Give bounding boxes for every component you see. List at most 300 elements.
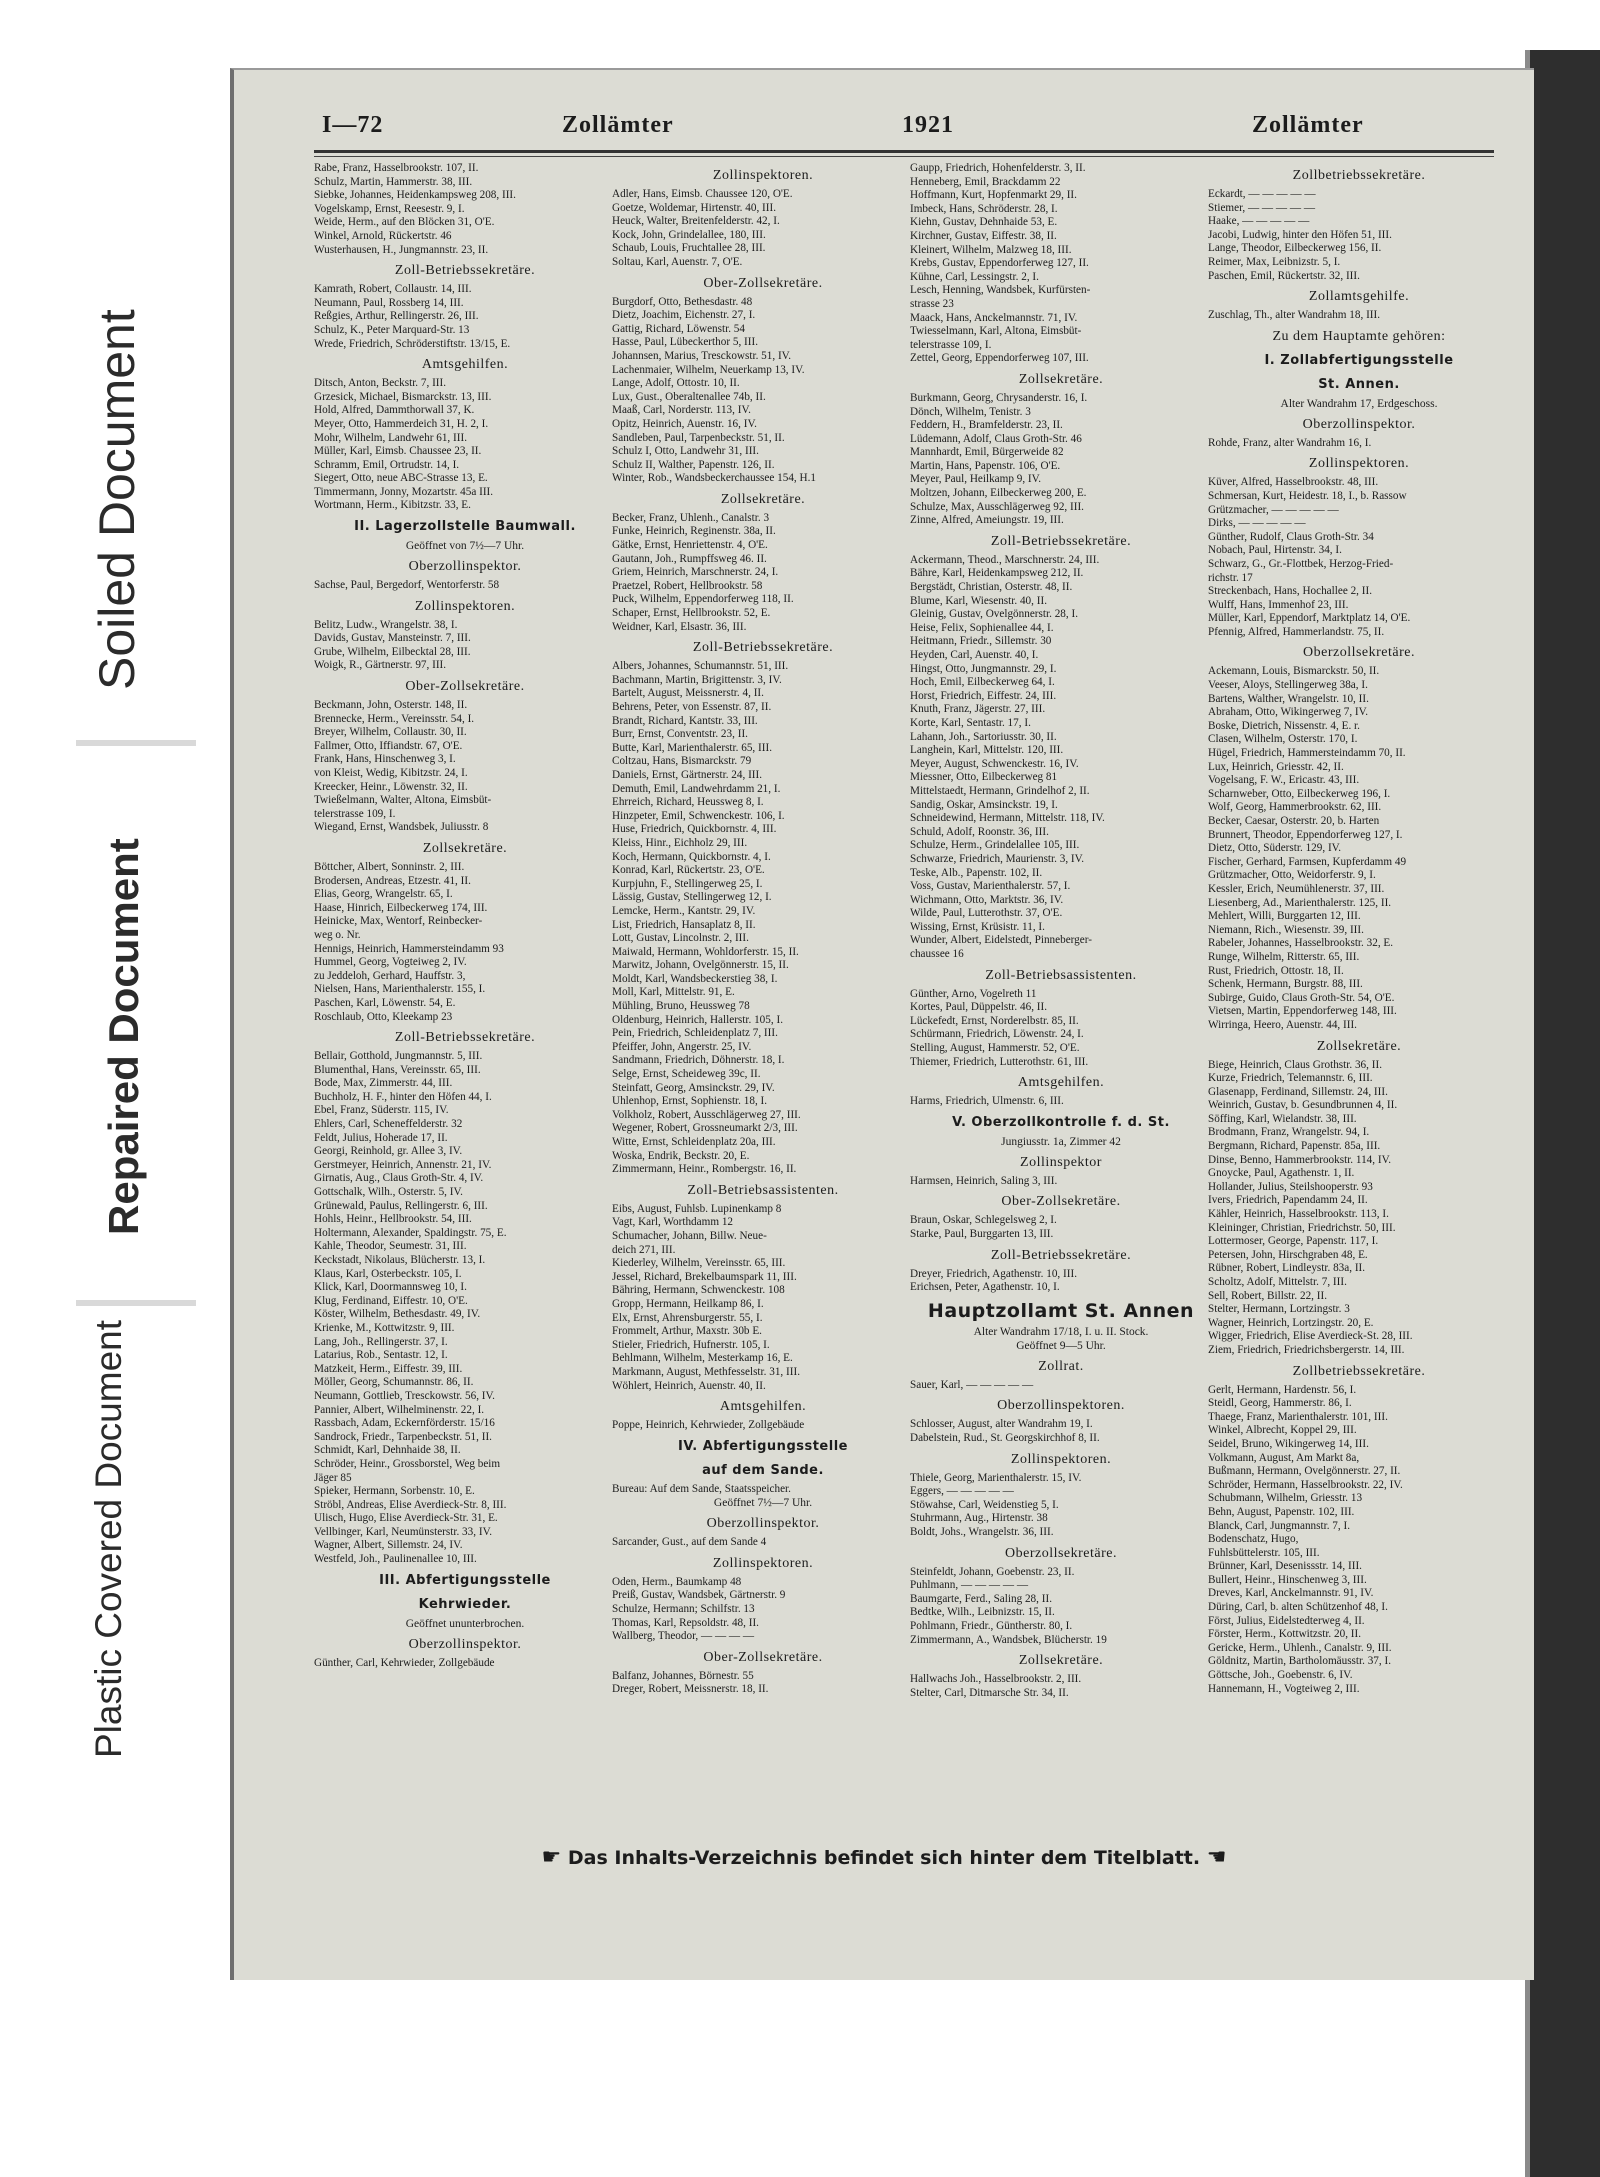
section-heading: Zollsekretäre. — [1316, 1038, 1402, 1054]
tab-separator — [76, 740, 196, 746]
entry-line: Winkel, Albrecht, Koppel 29, III. — [1208, 1424, 1357, 1437]
entry-line: Weide, Herm., auf den Blöcken 31, O'E. — [314, 216, 495, 229]
entry-line: Huse, Friedrich, Quickbornstr. 4, III. — [612, 823, 777, 836]
entry-line: Bergstädt, Christian, Osterstr. 48, II. — [910, 581, 1073, 594]
entry-line: Mehlert, Willi, Burggarten 12, III. — [1208, 910, 1361, 923]
entry-line: Adler, Hans, Eimsb. Chaussee 120, O'E. — [612, 188, 793, 200]
entry-line: Brandt, Richard, Kantstr. 33, III. — [612, 714, 758, 727]
entry-line: Schwarz, G., Gr.-Flottbek, Herzog-Fried- — [1208, 557, 1394, 570]
entry-line: Bergmann, Richard, Papenstr. 85a, III. — [1208, 1140, 1381, 1153]
entry-line: Bachmann, Martin, Brigittenstr. 3, IV. — [612, 673, 782, 686]
entry-line: Bodenschatz, Hugo, — [1208, 1533, 1299, 1546]
entry-line: Hinzpeter, Emil, Schwenckestr. 106, I. — [612, 809, 785, 822]
section-heading: Zollsekretäre. — [720, 491, 806, 507]
entry-line: Wolf, Georg, Hammerbrookstr. 62, III. — [1208, 801, 1382, 814]
entry-line: Schröder, Hermann, Hasselbrookstr. 22, IV. — [1208, 1478, 1403, 1491]
entry-line: Ebel, Franz, Süderstr. 115, IV. — [314, 1104, 449, 1117]
entry-line: Schulze, Max, Ausschlägerweg 92, III. — [910, 500, 1084, 513]
entry-line: Göttsche, Joh., Goebenstr. 6, IV. — [1208, 1669, 1353, 1682]
entry-line: Feldt, Julius, Hoherade 17, II. — [314, 1131, 448, 1144]
entry-line: Koch, Hermann, Quickbornstr. 4, I. — [612, 850, 771, 863]
entry-line: strasse 23 — [910, 297, 954, 310]
entry-line: Eggers, — — — — — — [910, 1485, 1014, 1498]
entry-line: Zettel, Georg, Eppendorferweg 107, III. — [910, 352, 1089, 365]
entry-line: Wrede, Friedrich, Schröderstiftstr. 13/15, E. — [314, 337, 511, 350]
entry-line: Schlosser, August, alter Wandrahm 19, I. — [910, 1418, 1093, 1431]
office-heading: V. Oberzollkontrolle f. d. St. — [952, 1114, 1170, 1130]
entry-line: Krebs, Gustav, Eppendorferweg 127, II. — [910, 257, 1089, 270]
entry-line: Markmann, August, Methfesselstr. 31, III. — [612, 1365, 800, 1378]
section-heading: Oberzollinspektor. — [1302, 416, 1416, 432]
office-heading: I. Zollabfertigungsstelle — [1264, 352, 1454, 368]
entry-line: Latarius, Rob., Sentastr. 12, I. — [314, 1349, 448, 1362]
entry-line: Opitz, Heinrich, Auenstr. 16, IV. — [612, 417, 757, 430]
office-heading: II. Lagerzollstelle Baumwall. — [354, 519, 576, 535]
entry-line: Girnatis, Aug., Claus Groth-Str. 4, IV. — [314, 1172, 484, 1185]
entry-line: Matzkeit, Herm., Eiffestr. 39, III. — [314, 1362, 463, 1375]
office-heading: IV. Abfertigungsstelle — [678, 1438, 848, 1454]
entry-line: Blumenthal, Hans, Vereinsstr. 65, III. — [314, 1063, 481, 1076]
entry-line: Oldenburg, Heinrich, Hallerstr. 105, I. — [612, 1013, 783, 1026]
entry-line: Langhein, Karl, Mittelstr. 120, III. — [910, 744, 1064, 757]
entry-line: Jäger 85 — [314, 1471, 352, 1484]
entry-line: Lang, Joh., Rellingerstr. 37, I. — [314, 1335, 448, 1348]
entry-line: Roschlaub, Otto, Kleekamp 23 — [314, 1010, 453, 1023]
section-heading: Zollbetriebssekretäre. — [1292, 168, 1426, 183]
section-heading: Zoll-Betriebssekretäre. — [394, 1030, 536, 1046]
entry-line: Wagner, Heinrich, Lortzingstr. 20, E. — [1208, 1316, 1374, 1329]
entry-line: Boske, Dietrich, Nissenstr. 4, E. r. — [1208, 719, 1360, 732]
entry-line: Steidl, Georg, Hammerstr. 86, I. — [1208, 1397, 1352, 1410]
entry-line: Horst, Friedrich, Eiffestr. 24, III. — [910, 689, 1057, 702]
entry-line: Burgdorf, Otto, Bethesdastr. 48 — [612, 295, 753, 308]
entry-line: Harmsen, Heinrich, Saling 3, III. — [910, 1174, 1058, 1187]
entry-line: Bähre, Karl, Heidenkampsweg 212, II. — [910, 567, 1084, 580]
entry-line: Schubmann, Wilhelm, Griesstr. 13 — [1208, 1492, 1363, 1505]
entry-line: Mannhardt, Emil, Bürgerweide 82 — [910, 446, 1064, 459]
entry-line: Schulz, Martin, Hammerstr. 38, III. — [314, 175, 473, 188]
entry-line: Kleiss, Hinr., Eichholz 29, III. — [612, 836, 748, 849]
entry-line: Moll, Karl, Mittelstr. 91, E. — [612, 986, 735, 999]
entry-line: Hügel, Friedrich, Hammersteindamm 70, II. — [1208, 747, 1406, 760]
entry-line: Daniels, Ernst, Gärtnerstr. 24, III. — [612, 768, 763, 781]
entry-line: Küver, Alfred, Hasselbrookstr. 48, III. — [1208, 476, 1379, 489]
entry-line: Brunnert, Theodor, Eppendorferweg 127, I. — [1208, 828, 1403, 841]
entry-line: Siebke, Johannes, Heidenkampsweg 208, III. — [314, 189, 516, 202]
entry-line: Ackemann, Louis, Bismarckstr. 50, II. — [1208, 665, 1380, 678]
office-heading: III. Abfertigungsstelle — [379, 1572, 551, 1588]
entry-line: Konrad, Karl, Rückertstr. 23, O'E. — [612, 864, 765, 877]
entry-line: Steinfatt, Georg, Amsinckstr. 29, IV. — [612, 1081, 775, 1094]
entry-line: Günther, Rudolf, Claus Groth-Str. 34 — [1208, 530, 1374, 543]
entry-line: Eckardt, — — — — — — [1208, 188, 1316, 200]
entry-line: Rabeler, Johannes, Hasselbrookstr. 32, E. — [1208, 937, 1394, 950]
entry-line: Schaub, Louis, Fruchtallee 28, III. — [612, 242, 766, 255]
entry-line: Kreecker, Heinr., Löwenstr. 32, II. — [314, 780, 468, 793]
entry-line: Hold, Alfred, Dammthorwall 37, K. — [314, 404, 475, 417]
section-heading: Ober-Zollsekretäre. — [1001, 1194, 1121, 1210]
entry-line: Pfennig, Alfred, Hammerlandstr. 75, II. — [1208, 625, 1385, 638]
centered-note: Geöffnet 9—5 Uhr. — [1016, 1339, 1106, 1352]
entry-line: Volkmann, August, Am Markt 8a, — [1208, 1451, 1360, 1464]
entry-line: Wegener, Robert, Grossneumarkt 2/3, III. — [612, 1122, 798, 1135]
entry-line: Dirks, — — — — — — [1208, 517, 1306, 530]
entry-line: Ströbl, Andreas, Elise Averdieck-Str. 8, III. — [314, 1498, 507, 1511]
entry-line: Baumgarte, Ferd., Saling 28, II. — [910, 1592, 1052, 1605]
entry-line: Först, Julius, Eidelstedterweg 4, II. — [1208, 1614, 1365, 1627]
entry-line: zu Jeddeloh, Gerhard, Hauffstr. 3, — [314, 969, 466, 982]
entry-line: telerstrasse 109, I. — [910, 338, 992, 351]
section-heading: Zollsekretäre. — [1018, 1653, 1104, 1669]
entry-line: Reimer, Max, Leibnizstr. 5, I. — [1208, 255, 1341, 268]
entry-line: Lange, Adolf, Ottostr. 10, II. — [612, 377, 740, 390]
entry-line: Köster, Wilhelm, Bethesdastr. 49, IV. — [314, 1308, 481, 1321]
section-heading: Oberzollinspektor. — [408, 1636, 522, 1652]
entry-line: Wigger, Friedrich, Elise Averdieck-St. 28, III. — [1208, 1330, 1413, 1343]
entry-line: Lux, Heinrich, Griesstr. 42, II. — [1208, 760, 1344, 773]
entry-line: Wiegand, Ernst, Wandsbek, Juliusstr. 8 — [314, 821, 489, 834]
entry-line: Hohls, Heinr., Hellbrookstr. 54, III. — [314, 1213, 472, 1226]
entry-line: Behn, August, Papenstr. 102, III. — [1208, 1505, 1355, 1518]
entry-line: Brodersen, Andreas, Etzestr. 41, II. — [314, 874, 471, 887]
entry-line: Förster, Herm., Kottwitzstr. 20, II. — [1208, 1628, 1362, 1641]
entry-line: Bußmann, Hermann, Ovelgönnerstr. 27, II. — [1208, 1465, 1401, 1478]
entry-line: Hennigs, Heinrich, Hammersteindamm 93 — [314, 942, 504, 955]
entry-line: Knuth, Franz, Jägerstr. 27, III. — [910, 703, 1046, 716]
entry-line: Heitmann, Friedr., Sillemstr. 30 — [910, 635, 1052, 648]
section-heading: Oberzollsekretäre. — [1303, 645, 1415, 661]
entry-line: Pein, Friedrich, Schleidenplatz 7, III. — [612, 1027, 778, 1040]
centered-note: Geöffnet ununterbrochen. — [405, 1617, 525, 1630]
entry-line: Maaß, Carl, Norderstr. 113, IV. — [612, 404, 751, 417]
entry-line: Fallmer, Otto, Iffiandstr. 67, O'E. — [314, 739, 463, 752]
entry-line: Düring, Carl, b. alten Schützenhof 48, I. — [1208, 1601, 1388, 1614]
entry-line: Klug, Ferdinand, Eiffestr. 10, O'E. — [314, 1294, 468, 1307]
page-edge — [1530, 50, 1600, 2177]
entry-line: Uhlenhop, Ernst, Sophienstr. 18, I. — [612, 1095, 768, 1108]
entry-line: Erichsen, Peter, Agathenstr. 10, I. — [910, 1281, 1060, 1294]
column-2 — [612, 162, 914, 1697]
entry-line: Brennecke, Herm., Vereinsstr. 54, I. — [314, 712, 475, 725]
entry-line: Dreyer, Friedrich, Agathenstr. 10, III. — [910, 1267, 1078, 1280]
entry-line: Bedtke, Wilh., Leibnizstr. 15, II. — [910, 1606, 1055, 1619]
entry-line: Wusterhausen, H., Jungmannstr. 23, II. — [314, 243, 489, 256]
entry-line: Schuld, Adolf, Roonstr. 36, III. — [910, 825, 1049, 838]
entry-line: Hoffmann, Kurt, Hopfenmarkt 29, II. — [910, 189, 1077, 202]
entry-line: Reßgies, Arthur, Rellingerstr. 26, III. — [314, 310, 479, 323]
section-heading: Zollinspektor — [1020, 1154, 1102, 1170]
entry-line: Hallwachs Joh., Hasselbrookstr. 2, III. — [910, 1673, 1082, 1686]
entry-line: Praetzel, Robert, Hellbrookstr. 58 — [612, 579, 763, 592]
entry-line: Günther, Arno, Vogelreth 11 — [910, 987, 1037, 1000]
entry-line: Paschen, Karl, Löwenstr. 54, E. — [314, 996, 456, 1009]
section-heading: Zollrat. — [1038, 1358, 1084, 1374]
entry-line: Dietz, Otto, Süderstr. 129, IV. — [1208, 842, 1342, 855]
entry-line: Wunder, Albert, Eidelstedt, Pinneberger- — [910, 934, 1092, 947]
entry-line: Söffing, Karl, Wielandstr. 38, III. — [1208, 1112, 1357, 1125]
entry-line: deich 271, III. — [612, 1243, 676, 1256]
entry-line: Moltzen, Johann, Eilbeckerweg 200, E. — [910, 487, 1087, 500]
entry-line: von Kleist, Wedig, Kibitzstr. 24, I. — [314, 767, 468, 779]
entry-line: Wortmann, Herm., Kibitzstr. 33, E. — [314, 499, 471, 512]
entry-line: Johannsen, Marius, Tresckowstr. 51, IV. — [612, 349, 792, 362]
entry-line: Kock, John, Grindelallee, 180, III. — [612, 228, 766, 241]
entry-line: Meyer, August, Schwenckestr. 16, IV. — [910, 757, 1079, 770]
entry-line: Sarcander, Gust., auf dem Sande 4 — [612, 1536, 767, 1549]
entry-line: Bullert, Heinr., Hinschenweg 3, III. — [1208, 1573, 1367, 1586]
column-3 — [910, 162, 1212, 1700]
entry-line: Gottschalk, Wilh., Osterstr. 5, IV. — [314, 1186, 463, 1199]
entry-line: Zimmermann, Heinr., Rombergstr. 16, II. — [612, 1163, 797, 1176]
entry-line: Puhlmann, — — — — — — [910, 1579, 1029, 1592]
entry-line: Thiele, Georg, Marienthalerstr. 15, IV. — [910, 1471, 1082, 1484]
entry-line: Voss, Gustav, Marienthalerstr. 57, I. — [910, 880, 1071, 893]
entry-line: Fuhlsbüttelerstr. 105, III. — [1208, 1546, 1320, 1559]
entry-line: Schenk, Hermann, Burgstr. 88, III. — [1208, 978, 1363, 991]
entry-line: Beckmann, John, Osterstr. 148, II. — [314, 699, 468, 712]
section-heading: Zoll-Betriebsassistenten. — [985, 967, 1137, 983]
entry-line: Pannier, Albert, Wilhelminenstr. 22, I. — [314, 1403, 485, 1416]
entry-line: Gätke, Ernst, Henriettenstr. 4, O'E. — [612, 539, 768, 552]
entry-line: Gropp, Hermann, Heilkamp 86, I. — [612, 1297, 764, 1310]
entry-line: Breyer, Wilhelm, Collaustr. 30, II. — [314, 726, 467, 739]
entry-line: Sandrock, Friedr., Tarpenbeckstr. 51, II. — [314, 1430, 492, 1443]
entry-line: Braun, Oskar, Schlegelsweg 2, I. — [910, 1214, 1057, 1227]
entry-line: Ehrreich, Richard, Heussweg 8, I. — [612, 796, 764, 809]
entry-line: Stöwahse, Carl, Weidenstieg 5, I. — [910, 1498, 1059, 1511]
entry-line: Kühne, Carl, Lessingstr. 2, I. — [910, 270, 1039, 283]
section-heading: Zollinspektoren. — [1308, 456, 1410, 472]
entry-line: Glasenapp, Ferdinand, Sillemstr. 24, III. — [1208, 1085, 1388, 1098]
entry-line: Wirringa, Heero, Auenstr. 44, III. — [1208, 1018, 1357, 1031]
entry-line: Liesenberg, Ad., Marienthalerstr. 125, II. — [1208, 896, 1392, 909]
centered-note: Jungiusstr. 1a, Zimmer 42 — [1001, 1135, 1121, 1148]
entry-line: Hasse, Paul, Lübeckerthor 5, III. — [612, 336, 759, 349]
entry-line: Sandmann, Friedrich, Döhnerstr. 18, I. — [612, 1054, 785, 1067]
entry-line: Rust, Friedrich, Ottostr. 18, II. — [1208, 964, 1344, 977]
entry-line: Vogelskamp, Ernst, Reesestr. 9, I. — [314, 202, 465, 215]
entry-line: Selge, Ernst, Scheideweg 39c, II. — [612, 1068, 761, 1081]
entry-line: Behlmann, Wilhelm, Mesterkamp 16, E. — [612, 1352, 793, 1365]
footer-note — [234, 1845, 1534, 1870]
entry-line: Hollander, Julius, Steilshooperstr. 93 — [1208, 1180, 1373, 1193]
entry-line: Kessler, Erich, Neumühlenerstr. 37, III. — [1208, 882, 1385, 895]
document-condition-tabs: Plastic Covered Document Repaired Document Soiled Document — [0, 0, 230, 2177]
entry-line: Imbeck, Hans, Schröderstr. 28, I. — [910, 202, 1058, 215]
entry-line: Ackermann, Theod., Marschnerstr. 24, III. — [910, 553, 1100, 566]
entry-line: Heuck, Walter, Breitenfelderstr. 42, I. — [612, 215, 780, 228]
entry-line: Grützmacher, — — — — — — [1208, 503, 1339, 516]
entry-line: Nielsen, Hans, Marienthalerstr. 155, I. — [314, 983, 486, 996]
entry-line: Behrens, Peter, von Essenstr. 87, II. — [612, 701, 772, 713]
entry-line: Böttcher, Albert, Sonninstr. 2, III. — [314, 860, 465, 873]
entry-line: Starke, Paul, Burggarten 13, III. — [910, 1228, 1054, 1240]
entry-line: Lückefedt, Ernst, Norderelbstr. 85, II. — [910, 1014, 1079, 1027]
entry-line: Lottermoser, George, Papenstr. 117, I. — [1208, 1235, 1379, 1248]
entry-line: Winter, Rob., Wandsbeckerchaussee 154, H.1 — [612, 472, 816, 485]
entry-line: Sandig, Oskar, Amsinckstr. 19, I. — [910, 798, 1058, 811]
entry-line: Brünner, Karl, Desenissstr. 14, III. — [1208, 1560, 1362, 1573]
entry-line: chaussee 16 — [910, 948, 964, 961]
entry-line: Elias, Georg, Wrangelstr. 65, I. — [314, 888, 453, 901]
entry-line: weg o. Nr. — [314, 928, 361, 941]
entry-line: Gerstmeyer, Heinrich, Annenstr. 21, IV. — [314, 1158, 492, 1171]
entry-line: Dreves, Karl, Anckelmannstr. 91, IV. — [1208, 1587, 1374, 1600]
entry-line: Kiehn, Gustav, Dehnhaide 53, E. — [910, 216, 1058, 229]
entry-line: Frank, Hans, Hinschenweg 3, I. — [314, 753, 456, 766]
entry-line: Maiwald, Hermann, Wohldorferstr. 15, II. — [612, 945, 799, 958]
entry-line: Vietsen, Martin, Eppendorferweg 148, III. — [1208, 1005, 1397, 1018]
entry-line: Stieler, Friedrich, Hufnerstr. 105, I. — [612, 1338, 770, 1351]
entry-line: Krienke, M., Kottwitzstr. 9, III. — [314, 1321, 455, 1334]
entry-line: Brodmann, Franz, Wrangelstr. 94, I. — [1208, 1126, 1370, 1139]
section-heading: Ober-Zollsekretäre. — [405, 679, 525, 695]
entry-line: Steinfeldt, Johann, Goebenstr. 23, II. — [910, 1565, 1075, 1578]
entry-line: Bähring, Hermann, Schwenckestr. 108 — [612, 1284, 785, 1297]
entry-line: Meyer, Otto, Hammerdeich 31, H. 2, I. — [314, 417, 489, 430]
entry-line: Dinse, Benno, Hammerbrookstr. 114, IV. — [1208, 1153, 1392, 1166]
entry-line: Gleinig, Gustav, Ovelgönnerstr. 28, I. — [910, 608, 1078, 621]
entry-line: Thomas, Karl, Repsoldstr. 48, II. — [612, 1616, 759, 1629]
entry-line: Bureau: Auf dem Sande, Staatsspeicher. — [612, 1482, 791, 1495]
entry-line: Marwitz, Johann, Ovelgönnerstr. 15, II. — [612, 959, 789, 972]
entry-line: Demuth, Emil, Landwehrdamm 21, I. — [612, 782, 781, 795]
entry-line: Eibs, August, Fuhlsb. Lupinenkamp 8 — [612, 1202, 782, 1215]
entry-line: Lässig, Gustav, Stellingerweg 12, I. — [612, 891, 772, 904]
entry-line: Schmidt, Karl, Dehnhaide 38, II. — [314, 1444, 461, 1457]
entry-line: Rassbach, Adam, Eckernförderstr. 15/16 — [314, 1417, 495, 1430]
column-1 — [314, 162, 616, 1670]
entry-line: Korte, Karl, Sentastr. 17, I. — [910, 716, 1031, 729]
entry-line: Kirchner, Gustav, Eiffestr. 38, II. — [910, 229, 1057, 242]
entry-line: Hummel, Georg, Vogteiweg 2, IV. — [314, 956, 467, 969]
entry-line: Lux, Gust., Oberaltenallee 74b, II. — [612, 390, 766, 403]
entry-line: Hoch, Emil, Eilbeckerweg 64, I. — [910, 676, 1055, 689]
entry-line: Schneidewind, Hermann, Mittelstr. 118, IV. — [910, 812, 1105, 825]
entry-line: Schulz I, Otto, Landwehr 31, III. — [612, 445, 759, 458]
entry-line: Pohlmann, Friedr., Güntherstr. 80, I. — [910, 1619, 1073, 1632]
entry-line: Jessel, Richard, Brekelbaumspark 11, III. — [612, 1270, 797, 1283]
entry-line: Moldt, Karl, Wandsbeckerstieg 38, I. — [612, 972, 778, 985]
entry-line: Jacobi, Ludwig, hinter den Höfen 51, III. — [1208, 228, 1392, 241]
section-heading: Zollamtsgehilfe. — [1308, 289, 1410, 305]
entry-line: Heinicke, Max, Wentorf, Reinbecker- — [314, 915, 483, 928]
entry-line: Kleininger, Christian, Friedrichstr. 50, III. — [1208, 1221, 1396, 1234]
entry-line: Vogelsang, F. W., Ericastr. 43, III. — [1208, 774, 1360, 787]
entry-line: Sauer, Karl, — — — — — — [910, 1378, 1034, 1391]
entry-line: Petersen, John, Hirschgraben 48, E. — [1208, 1248, 1368, 1261]
entry-line: Stelter, Hermann, Lortzingstr. 3 — [1208, 1303, 1350, 1316]
entry-line: Wöhlert, Heinrich, Auenstr. 40, II. — [612, 1379, 766, 1392]
entry-line: Twiesselmann, Karl, Altona, Eimsbüt- — [910, 325, 1082, 338]
entry-line: Buchholz, H. F., hinter den Höfen 44, I. — [314, 1090, 492, 1103]
entry-line: Stiemer, — — — — — — [1208, 201, 1316, 214]
entry-line: Elx, Ernst, Ahrensburgerstr. 55, I. — [612, 1311, 763, 1324]
entry-line: Wulff, Hans, Immenhof 23, III. — [1208, 598, 1349, 611]
entry-line: Gerlt, Hermann, Hardenstr. 56, I. — [1208, 1383, 1357, 1396]
entry-line: Grützmacher, Otto, Weidorferstr. 9, I. — [1208, 869, 1376, 882]
entry-line: Woigk, R., Gärtnerstr. 97, III. — [314, 659, 447, 672]
entry-line: Dreger, Robert, Meissnerstr. 18, II. — [612, 1683, 769, 1696]
entry-line: Runge, Wilhelm, Ritterstr. 65, III. — [1208, 950, 1360, 963]
entry-line: Haase, Hinrich, Eilbeckerweg 174, III. — [314, 901, 488, 914]
entry-line: Müller, Karl, Eppendorf, Marktplatz 14, O'E. — [1208, 612, 1411, 625]
entry-line: Schumacher, Johann, Billw. Neue- — [612, 1229, 767, 1242]
section-heading: Ober-Zollsekretäre. — [703, 1649, 823, 1665]
entry-line: Hingst, Otto, Jungmannstr. 29, I. — [910, 662, 1057, 675]
footer-text: Das Inhalts-Verzeichnis befindet sich hinter dem Titelblatt. — [567, 1847, 1201, 1869]
entry-line: Gericke, Herm., Uhlenh., Canalstr. 9, III. — [1208, 1641, 1392, 1654]
entry-line: Twießelmann, Walter, Altona, Eimsbüt- — [314, 794, 492, 807]
entry-line: Gautann, Joh., Rumpffsweg 46. II. — [612, 552, 767, 565]
entry-line: Niemann, Rich., Wiesenstr. 39, III. — [1208, 923, 1364, 936]
section-heading: Amtsgehilfen. — [1017, 1075, 1105, 1091]
entry-line: Ziem, Friedrich, Friedrichsbergerstr. 14, III. — [1208, 1343, 1405, 1356]
entry-line: Lesch, Henning, Wandsbek, Kurfürsten- — [910, 284, 1091, 297]
entry-line: Wissing, Ernst, Krüsistr. 11, I. — [910, 920, 1045, 933]
entry-line: Belitz, Ludw., Wrangelstr. 38, I. — [314, 618, 458, 631]
centered-note: Alter Wandrahm 17, Erdgeschoss. — [1280, 397, 1438, 410]
entry-line: Gaupp, Friedrich, Hohenfelderstr. 3, II. — [910, 162, 1086, 174]
entry-line: Kleinert, Wilhelm, Malzweg 18, III. — [910, 243, 1072, 256]
entry-line: Lachenmaier, Wilhelm, Neuerkamp 13, IV. — [612, 363, 805, 376]
tab-separator — [76, 1300, 196, 1306]
entry-line: Ditsch, Anton, Beckstr. 7, III. — [314, 377, 447, 390]
entry-line: Schulze, Hermann; Schilfstr. 13 — [612, 1603, 755, 1616]
entry-line: Rohde, Franz, alter Wandrahm 16, I. — [1208, 436, 1372, 449]
section-heading: Zollinspektoren. — [414, 598, 516, 614]
office-heading: auf dem Sande. — [702, 1462, 824, 1478]
section-heading: Ober-Zollsekretäre. — [703, 275, 823, 291]
entry-line: Haake, — — — — — — [1208, 215, 1310, 228]
entry-line: Witte, Ernst, Schleidenplatz 20a, III. — [612, 1136, 776, 1148]
entry-line: Goetze, Woldemar, Hirtenstr. 40, III. — [612, 201, 777, 214]
section-heading: Zollinspektoren. — [712, 168, 814, 183]
entry-line: Zinne, Alfred, Ameiungstr. 19, III. — [910, 514, 1064, 527]
entry-line: Kähler, Heinrich, Hasselbrookstr. 113, I. — [1208, 1208, 1389, 1221]
entry-line: Ehlers, Carl, Scheneffelderstr. 32 — [314, 1118, 463, 1131]
header-rule — [314, 150, 1494, 153]
entry-line: Dietz, Joachim, Eichenstr. 27, I. — [612, 309, 756, 322]
header-left-title: Zollämter — [562, 112, 674, 138]
entry-line: Wichmann, Otto, Marktstr. 36, IV. — [910, 893, 1064, 906]
entry-line: Lahann, Joh., Sartoriusstr. 30, II. — [910, 730, 1057, 743]
header-year: 1921 — [902, 112, 954, 138]
entry-line: Günther, Carl, Kehrwieder, Zollgebäude — [314, 1656, 495, 1669]
entry-line: Bartelt, August, Meissnerstr. 4, II. — [612, 687, 764, 700]
centered-note: Geöffnet von 7½—7 Uhr. — [405, 540, 525, 553]
entry-line: Dabelstein, Rud., St. Georgskirchhof 8, II. — [910, 1431, 1100, 1444]
entry-line: Wagner, Albert, Sillemstr. 24, IV. — [314, 1539, 463, 1552]
entry-line: Hannemann, H., Vogteiweg 2, III. — [1208, 1682, 1360, 1695]
entry-line: Kamrath, Robert, Collaustr. 14, III. — [314, 283, 472, 296]
section-heading: Zoll-Betriebssekretäre. — [990, 1247, 1132, 1263]
section-heading: Amtsgehilfen. — [421, 357, 509, 373]
entry-line: Albers, Johannes, Schumannstr. 51, III. — [612, 660, 789, 673]
entry-line: Winkel, Arnold, Rückertstr. 46 — [314, 229, 452, 242]
entry-line: Becker, Caesar, Osterstr. 20, b. Harten — [1208, 815, 1380, 827]
entry-line: Bode, Max, Zimmerstr. 44, III. — [314, 1077, 453, 1090]
section-heading: Oberzollinspektor. — [706, 1516, 820, 1532]
entry-line: Siegert, Otto, neue ABC-Strasse 13, E. — [314, 472, 488, 485]
entry-line: Weinrich, Gustav, b. Gesundbrunnen 4, II. — [1208, 1099, 1398, 1112]
entry-line: Schulz, K., Peter Marquard-Str. 13 — [314, 323, 470, 336]
entry-line: Heyden, Carl, Auenstr. 40, I. — [910, 649, 1039, 661]
entry-line: Subirge, Guido, Claus Groth-Str. 54, O'E. — [1208, 991, 1395, 1004]
column-4 — [1208, 162, 1510, 1696]
entry-line: Lott, Gustav, Lincolnstr. 2, III. — [612, 932, 749, 945]
entry-line: Thiemer, Friedrich, Lutterothstr. 61, III. — [910, 1055, 1089, 1068]
